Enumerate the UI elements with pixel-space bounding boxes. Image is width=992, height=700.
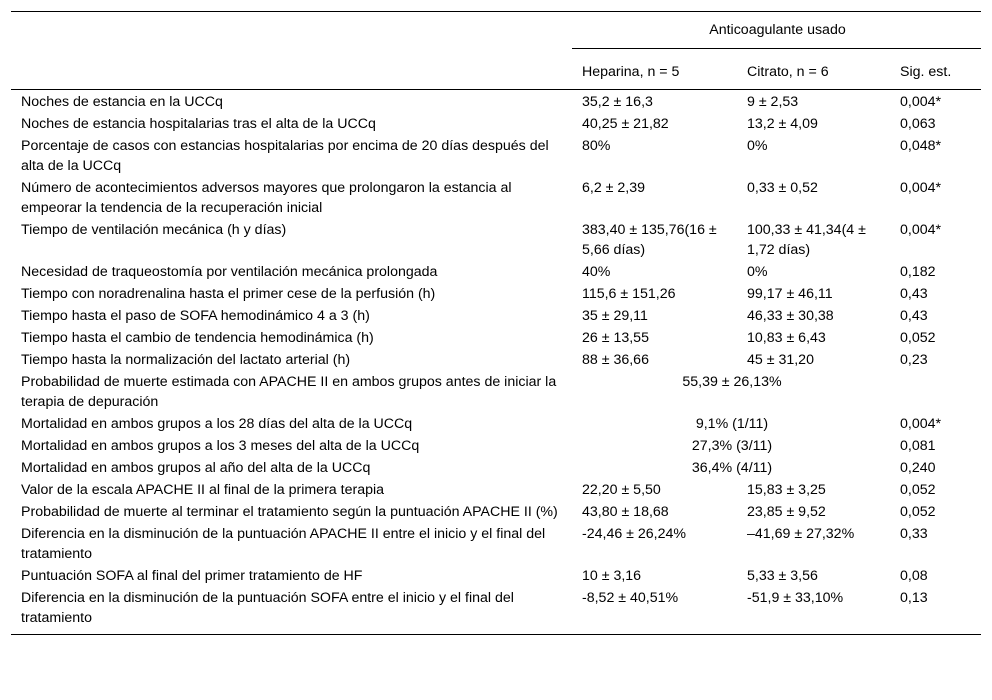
table-row	[11, 261, 981, 283]
merged-value-cell: 55,39 ± 26,13%	[682, 374, 782, 390]
column-header-sig: Sig. est.	[900, 64, 952, 80]
citrato-value-cell: 15,83 ± 3,25	[747, 482, 826, 498]
sig-value-cell: 0,048*	[900, 138, 942, 154]
table-row	[11, 413, 981, 435]
row-label: Número de acontecimientos adversos mayores que prolongaron la estancia al empeorar la tendencia de la recuperación inicial	[21, 180, 512, 216]
sig-value-cell: 0,081	[900, 438, 936, 454]
row-label: Tiempo hasta el cambio de tendencia hemodinámica (h)	[21, 330, 374, 346]
heparina-value-cell: -8,52 ± 40,51%	[582, 590, 679, 606]
sig-value-cell: 0,004*	[900, 94, 942, 110]
merged-value-cell: 9,1% (1/11)	[695, 416, 769, 432]
table-row	[11, 523, 981, 565]
table-row	[11, 501, 981, 523]
table-body	[11, 90, 981, 635]
sig-value-cell: 0,13	[900, 590, 928, 606]
group-header-row	[11, 12, 981, 49]
row-label: Necesidad de traqueostomía por ventilación mecánica prolongada	[21, 264, 438, 280]
citrato-value-cell: 99,17 ± 46,11	[747, 286, 833, 302]
heparina-value-cell: 80%	[582, 138, 611, 154]
sig-value-cell: 0,43	[900, 308, 928, 324]
citrato-value-cell: 23,85 ± 9,52	[747, 504, 826, 520]
table-row	[11, 177, 981, 219]
row-label: Mortalidad en ambos grupos a los 3 meses del alta de la UCCq	[21, 438, 420, 454]
column-header-citrato: Citrato, n = 6	[747, 64, 829, 80]
citrato-value-cell: 46,33 ± 30,38	[747, 308, 834, 324]
table-row	[11, 327, 981, 349]
label-header-cell	[11, 49, 572, 90]
citrato-value-cell: 45 ± 31,20	[747, 352, 814, 368]
merged-value-cell: 27,3% (3/11)	[691, 438, 773, 454]
heparina-value-cell: 43,80 ± 18,68	[582, 504, 669, 520]
citrato-value-cell: 5,33 ± 3,56	[747, 568, 818, 584]
results-table	[11, 11, 981, 635]
table-row	[11, 90, 981, 114]
table-row	[11, 113, 981, 135]
row-label: Tiempo de ventilación mecánica (h y días)	[21, 222, 287, 238]
sig-value-cell	[890, 371, 981, 413]
heparina-value-cell: 115,6 ± 151,26	[582, 286, 676, 302]
table-row	[11, 135, 981, 177]
sig-value-cell: 0,004*	[900, 222, 942, 238]
table-row	[11, 457, 981, 479]
sig-value-cell: 0,052	[900, 330, 936, 346]
sig-value-cell: 0,004*	[900, 416, 942, 432]
table-row	[11, 305, 981, 327]
sig-value-cell: 0,33	[900, 526, 928, 542]
citrato-value-cell: –41,69 ± 27,32%	[747, 526, 855, 542]
sig-value-cell: 0,052	[900, 504, 936, 520]
sig-value-cell: 0,240	[900, 460, 936, 476]
heparina-value-cell: -24,46 ± 26,24%	[582, 526, 687, 542]
citrato-value-cell: 0,33 ± 0,52	[747, 180, 818, 196]
sig-value-cell: 0,08	[900, 568, 928, 584]
row-label: Tiempo hasta el paso de SOFA hemodinámico 4 a 3 (h)	[21, 308, 370, 324]
group-header: Anticoagulante usado	[572, 12, 981, 49]
heparina-value-cell: 10 ± 3,16	[582, 568, 642, 584]
heparina-value-cell: 40%	[582, 264, 611, 280]
table-row	[11, 371, 981, 413]
table-row	[11, 349, 981, 371]
heparina-value-cell: 26 ± 13,55	[582, 330, 649, 346]
row-label: Noches de estancia hospitalarias tras el alta de la UCCq	[21, 116, 376, 132]
sig-value-cell: 0,43	[900, 286, 928, 302]
heparina-value-cell: 88 ± 36,66	[582, 352, 649, 368]
heparina-value-cell: 35 ± 29,11	[582, 308, 648, 324]
heparina-value-cell: 383,40 ± 135,76(16 ± 5,66 días)	[582, 222, 717, 258]
row-label: Probabilidad de muerte estimada con APACHE II en ambos grupos antes de iniciar la terapia de depuración	[21, 374, 557, 410]
sig-value-cell: 0,182	[900, 264, 936, 280]
merged-value-cell: 36,4% (4/11)	[691, 460, 773, 476]
row-label: Probabilidad de muerte al terminar el tratamiento según la puntuación APACHE II (%)	[21, 504, 558, 520]
citrato-value-cell: 9 ± 2,53	[747, 94, 799, 110]
row-label: Puntuación SOFA al final del primer tratamiento de HF	[21, 568, 363, 584]
heparina-value-cell: 22,20 ± 5,50	[582, 482, 661, 498]
row-label: Valor de la escala APACHE II al final de la primera terapia	[21, 482, 385, 498]
citrato-value-cell: 0%	[747, 138, 768, 154]
citrato-value-cell: 13,2 ± 4,09	[747, 116, 818, 132]
table-row	[11, 565, 981, 587]
heparina-value-cell: 6,2 ± 2,39	[582, 180, 646, 196]
row-label: Porcentaje de casos con estancias hospitalarias por encima de 20 días después del alta de la UCCq	[21, 138, 549, 174]
table-row	[11, 435, 981, 457]
sig-value-cell: 0,052	[900, 482, 936, 498]
row-label: Diferencia en la disminución de la puntuación SOFA entre el inicio y el final del tratamiento	[21, 590, 514, 626]
table-row	[11, 587, 981, 635]
citrato-value-cell: -51,9 ± 33,10%	[747, 590, 844, 606]
row-label: Diferencia en la disminución de la puntuación APACHE II entre el inicio y el final del tratamiento	[21, 526, 546, 562]
row-label: Tiempo hasta la normalización del lactato arterial (h)	[21, 352, 351, 368]
row-label: Mortalidad en ambos grupos a los 28 días del alta de la UCCq	[21, 416, 413, 432]
citrato-value-cell: 10,83 ± 6,43	[747, 330, 826, 346]
sig-value-cell: 0,004*	[900, 180, 942, 196]
row-label: Noches de estancia en la UCCq	[21, 94, 223, 110]
table-row	[11, 283, 981, 305]
row-label: Tiempo con noradrenalina hasta el primer cese de la perfusión (h)	[21, 286, 436, 302]
sig-value-cell: 0,063	[900, 116, 936, 132]
sig-value-cell: 0,23	[900, 352, 928, 368]
empty-header-cell	[11, 12, 572, 49]
citrato-value-cell: 0%	[747, 264, 768, 280]
table-row	[11, 479, 981, 501]
column-header-row	[11, 49, 981, 90]
table-row	[11, 219, 981, 261]
heparina-value-cell: 40,25 ± 21,82	[582, 116, 669, 132]
citrato-value-cell: 100,33 ± 41,34(4 ± 1,72 días)	[747, 222, 866, 258]
heparina-value-cell: 35,2 ± 16,3	[582, 94, 653, 110]
column-header-heparina: Heparina, n = 5	[582, 64, 680, 80]
row-label: Mortalidad en ambos grupos al año del alta de la UCCq	[21, 460, 371, 476]
